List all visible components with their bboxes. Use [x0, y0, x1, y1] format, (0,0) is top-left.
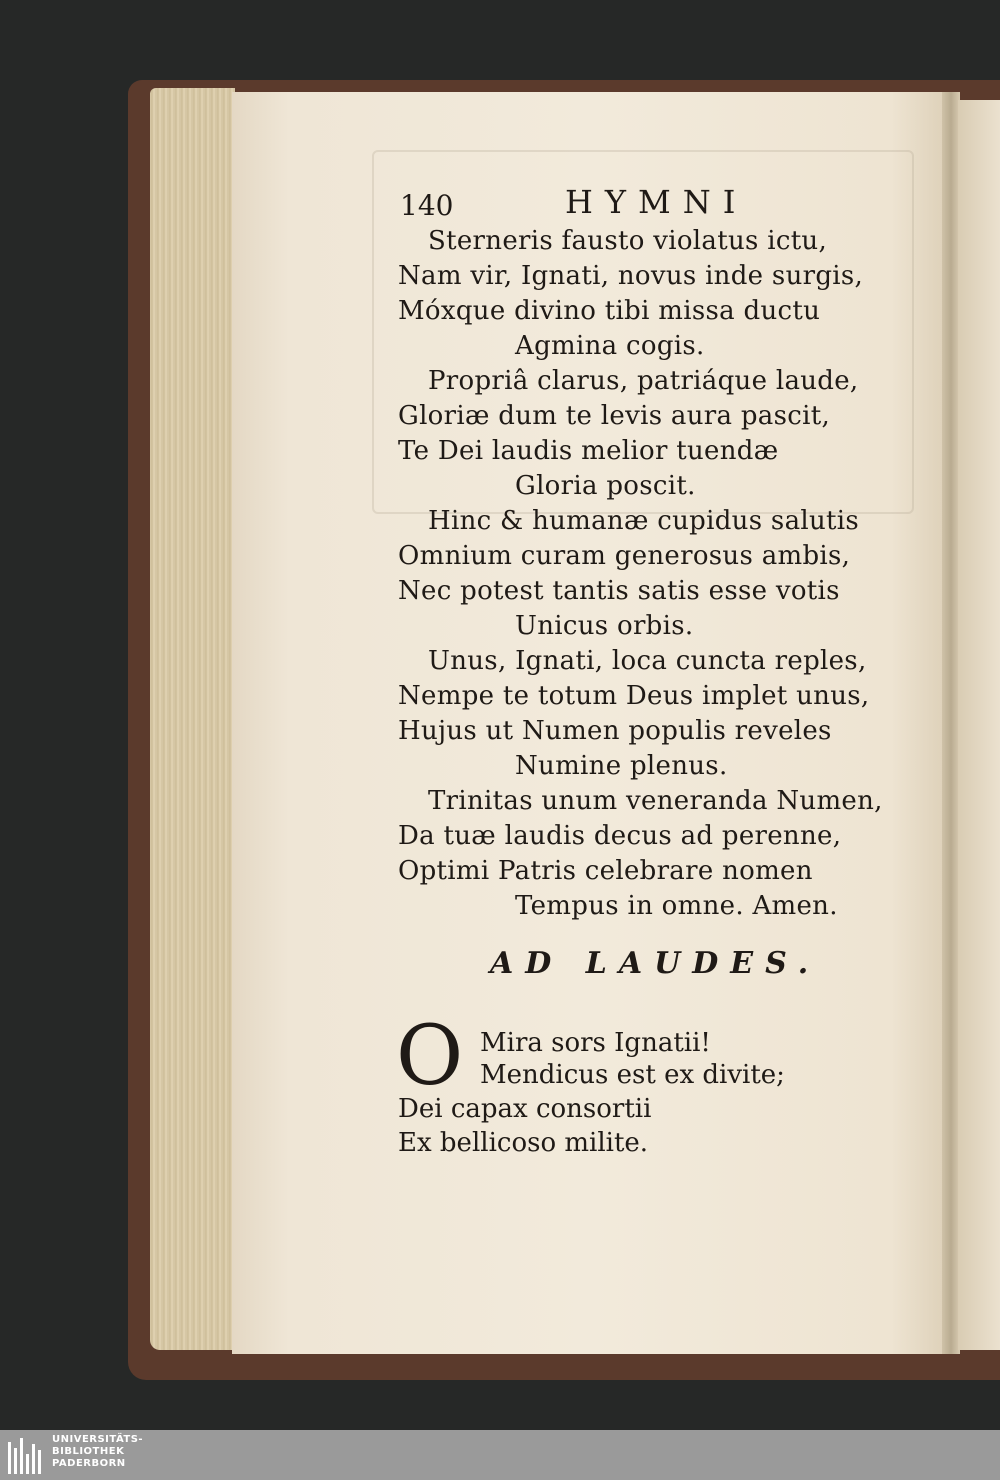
- verse-line: Ex bellicoso milite.: [398, 1128, 649, 1158]
- verse-line: Propriâ clarus, patriáque laude,: [428, 366, 859, 396]
- page-header: [400, 183, 748, 227]
- library-footer: [0, 1430, 1000, 1480]
- verse-line: Optimi Patris celebrare nomen: [398, 856, 813, 886]
- verse-line: Unicus orbis.: [515, 611, 694, 641]
- verse-line: Unus, Ignati, loca cuncta reples,: [428, 646, 867, 676]
- page-number: 140: [400, 189, 454, 222]
- library-name-line: BIBLIOTHEK: [52, 1446, 125, 1457]
- facing-page-edge: [958, 100, 1000, 1350]
- library-name-line: UNIVERSITÄTS-: [52, 1434, 144, 1445]
- verse-line: Agmina cogis.: [515, 331, 705, 361]
- drop-cap: O: [396, 1009, 464, 1104]
- verse-line: Gloria poscit.: [515, 471, 696, 501]
- verse-line: Hinc & humanæ cupidus salutis: [428, 506, 860, 536]
- verse-line: Gloriæ dum te levis aura pascit,: [398, 401, 831, 431]
- library-logo-icon: [8, 1436, 48, 1474]
- verse-line: Numine plenus.: [515, 751, 728, 781]
- library-name-line: PADERBORN: [52, 1458, 126, 1469]
- page-edges: [150, 88, 235, 1350]
- verse-line: Da tuæ laudis decus ad perenne,: [398, 821, 842, 851]
- section-heading: AD LAUDES.: [490, 946, 821, 981]
- verse-line: Hujus ut Numen populis reveles: [398, 716, 832, 746]
- verse-line: Tempus in omne. Amen.: [515, 891, 838, 921]
- verse-line: Trinitas unum veneranda Numen,: [428, 786, 883, 816]
- verse-line: Nempe te totum Deus implet unus,: [398, 681, 870, 711]
- verse-line: Mendicus est ex divite;: [480, 1060, 785, 1090]
- verse-line: Dei capax consortii: [398, 1094, 652, 1124]
- verse-line: Mira sors Ignatii!: [480, 1028, 711, 1058]
- verse-line: Nam vir, Ignati, novus inde surgis,: [398, 261, 864, 291]
- verse-line: Te Dei laudis melior tuendæ: [398, 436, 779, 466]
- verse-line: Omnium curam generosus ambis,: [398, 541, 851, 571]
- running-head: HYMNI: [565, 183, 748, 221]
- library-name: [52, 1434, 143, 1470]
- verse-line: Nec potest tantis satis esse votis: [398, 576, 840, 606]
- verse-line: Sterneris fausto violatus ictu,: [428, 226, 828, 256]
- verse-line: Móxque divino tibi missa ductu: [398, 296, 821, 326]
